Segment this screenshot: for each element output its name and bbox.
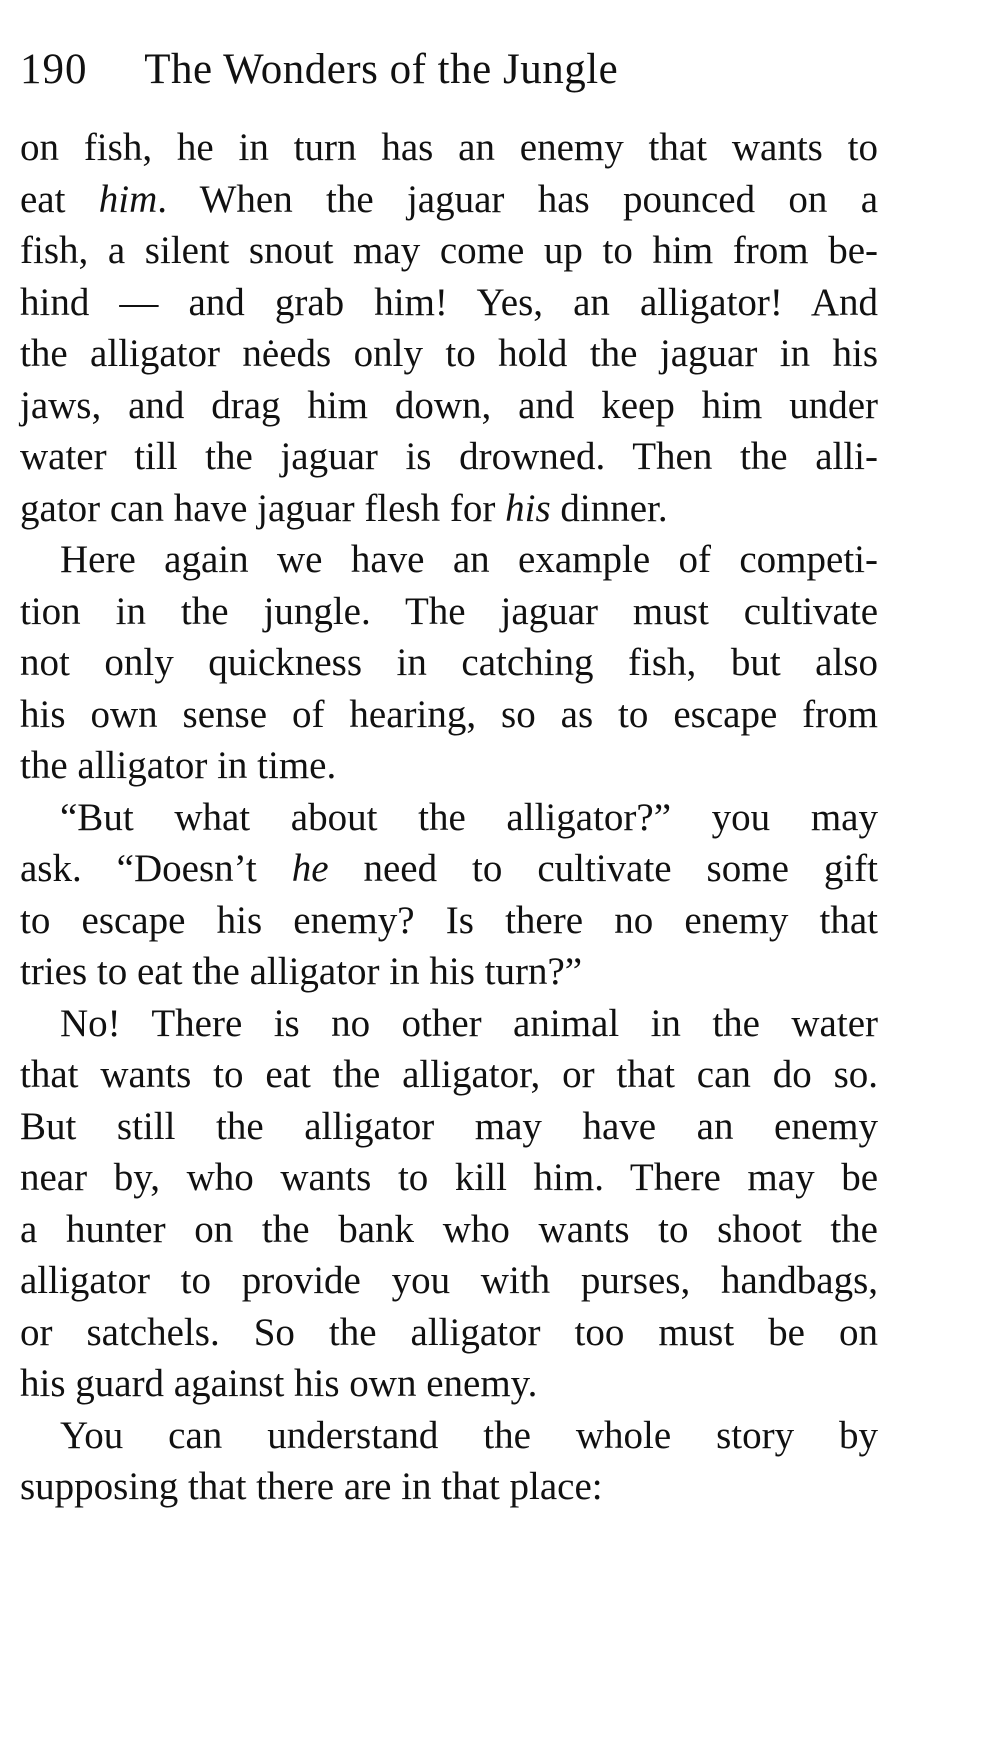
text-segment: near by, who wants to kill him. There may be xyxy=(20,1156,878,1199)
text-line xyxy=(20,1410,878,1462)
body-text xyxy=(20,122,878,1513)
italic-text: him xyxy=(98,177,158,221)
text-segment: . When the jaguar has pounced on a xyxy=(157,177,879,221)
text-segment: No! There is no other animal in the water xyxy=(60,1001,878,1045)
text-line xyxy=(20,431,878,483)
text-line xyxy=(20,1204,878,1256)
page-number: 190 xyxy=(20,46,88,93)
text-segment: You can understand the whole story by xyxy=(60,1413,878,1457)
text-segment: water till the jaguar is drowned. Then the alli- xyxy=(20,435,878,478)
text-segment: Here again we have an example of competi- xyxy=(60,538,878,581)
text-line xyxy=(20,1461,878,1513)
text-segment: on fish, he in turn has an enemy that wants to xyxy=(20,126,878,169)
text-line xyxy=(20,1255,878,1307)
running-title: The Wonders of the Jungle xyxy=(144,46,619,93)
text-line xyxy=(20,637,878,689)
text-segment: need to cultivate some gift xyxy=(328,847,878,890)
text-segment: eat xyxy=(20,177,99,221)
text-line xyxy=(20,328,878,380)
text-segment: ask. “Doesn’t xyxy=(20,847,292,890)
text-line xyxy=(20,998,878,1050)
text-line xyxy=(20,1307,878,1359)
text-segment: alligator to provide you with purses, handbags, xyxy=(20,1259,878,1302)
text-segment: dinner. xyxy=(550,486,668,530)
paragraph xyxy=(20,792,878,998)
text-segment: tion in the jungle. The jaguar must cultivate xyxy=(20,589,878,633)
running-head xyxy=(20,40,880,100)
text-line xyxy=(20,1101,878,1153)
text-line xyxy=(20,1358,878,1410)
text-segment: his own sense of hearing, so as to escape from xyxy=(20,692,878,736)
text-line xyxy=(20,380,878,432)
text-segment: supposing that there are in that place: xyxy=(20,1465,603,1508)
text-segment: fish, a silent snout may come up to him from be- xyxy=(20,229,878,272)
text-line xyxy=(20,225,878,277)
text-line xyxy=(20,946,878,998)
text-line xyxy=(20,689,878,741)
text-line xyxy=(20,792,878,844)
text-line xyxy=(20,1049,878,1101)
italic-text: he xyxy=(291,847,329,890)
text-segment: or satchels. So the alligator too must be on xyxy=(20,1310,878,1354)
text-segment: a hunter on the bank who wants to shoot the xyxy=(20,1207,878,1251)
text-segment: “But what about the alligator?” you may xyxy=(60,795,878,839)
text-line xyxy=(20,277,878,329)
text-segment: the alligator nėeds only to hold the jaguar in his xyxy=(20,332,878,375)
text-segment: the alligator in time. xyxy=(20,744,337,787)
text-segment: But still the alligator may have an enemy xyxy=(20,1104,878,1148)
text-segment: that wants to eat the alligator, or that can do so. xyxy=(20,1053,878,1096)
text-line xyxy=(20,534,878,586)
text-segment: his guard against his own enemy. xyxy=(20,1362,538,1405)
text-segment: not only quickness in catching fish, but also xyxy=(20,641,878,684)
text-line xyxy=(20,843,878,895)
text-line xyxy=(20,483,878,535)
paragraph xyxy=(20,534,878,792)
text-segment: jaws, and drag him down, and keep him under xyxy=(20,383,878,427)
text-segment: gator can have jaguar flesh for xyxy=(20,486,506,530)
text-segment: hind — and grab him! Yes, an alligator! And xyxy=(20,280,878,324)
text-line xyxy=(20,895,878,947)
text-line xyxy=(20,586,878,638)
text-segment: to escape his enemy? Is there no enemy that xyxy=(20,898,878,942)
italic-text: his xyxy=(505,486,551,530)
text-line xyxy=(20,174,878,226)
paragraph xyxy=(20,1410,878,1513)
text-line xyxy=(20,1152,878,1204)
paragraph xyxy=(20,122,878,534)
paragraph xyxy=(20,998,878,1410)
text-segment: tries to eat the alligator in his turn?” xyxy=(20,950,583,993)
text-line xyxy=(20,740,878,792)
text-line xyxy=(20,122,878,174)
